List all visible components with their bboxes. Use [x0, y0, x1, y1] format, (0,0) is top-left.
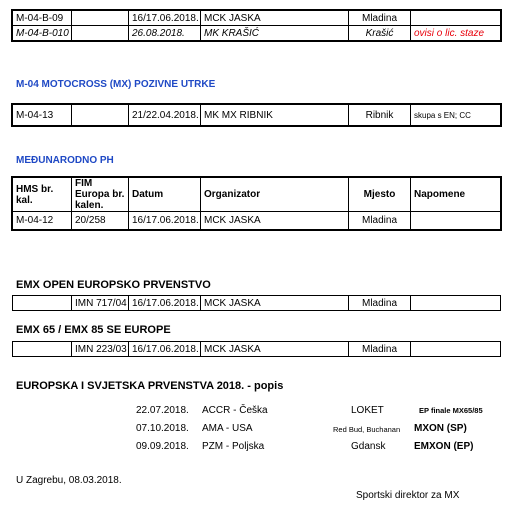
emx-open-table [12, 295, 501, 311]
org-cell: MCK JASKA [201, 296, 349, 311]
note-cell [411, 342, 501, 357]
note-cell: skupa s EN; CC [411, 105, 501, 126]
section-title-emx-open: EMX OPEN EUROPSKO PRVENSTVO [16, 279, 211, 291]
place-cell: Mladina [349, 212, 411, 230]
code-cell: M-04-12 [13, 212, 72, 230]
note-cell: ovisi o lic. staze [411, 26, 501, 41]
city-date: U Zagrebu, 08.03.2018. [16, 475, 122, 486]
header-code: HMS br. kal. [13, 178, 72, 212]
world-item-org: PZM - Poljska [202, 441, 265, 452]
table-row [13, 212, 501, 230]
code-cell: M-04-13 [13, 105, 72, 126]
world-item-event: EP finale MX65/85 [419, 406, 483, 415]
place-cell: Krašić [349, 26, 411, 41]
world-item-org: ACCR - Češka [202, 405, 268, 416]
emx-65-table [12, 341, 501, 357]
world-item-date: 09.09.2018. [136, 441, 189, 452]
note-cell [411, 11, 501, 26]
world-item-place: Gdansk [351, 441, 386, 452]
section-title-world: EUROPSKA I SVJETSKA PRVENSTVA 2018. - popis [16, 380, 284, 392]
table-row [13, 296, 501, 311]
fim-cell: IMN 223/03 [72, 342, 129, 357]
table-header-row [13, 178, 501, 212]
section-title-motocross: M-04 MOTOCROSS (MX) POZIVNE UTRKE [16, 79, 216, 90]
date-cell: 16/17.06.2018. [129, 296, 201, 311]
org-cell: MK MX RIBNIK [201, 105, 349, 126]
section-title-ph: MEĐUNARODNO PH [16, 155, 114, 166]
org-cell: MCK JASKA [201, 212, 349, 230]
table-row [13, 105, 501, 126]
table-row [13, 11, 501, 26]
top-table [12, 10, 501, 41]
signature-label: Sportski direktor za MX [356, 490, 460, 501]
code-cell [13, 342, 72, 357]
date-cell: 16/17.06.2018. [129, 11, 201, 26]
fim-cell [72, 26, 129, 41]
header-place: Mjesto [349, 178, 411, 212]
table-row [13, 26, 501, 41]
world-item-date: 07.10.2018. [136, 423, 189, 434]
code-cell: M-04-B-010 [13, 26, 72, 41]
date-cell: 16/17.06.2018. [129, 212, 201, 230]
fim-cell: IMN 717/04 [72, 296, 129, 311]
code-cell [13, 296, 72, 311]
world-item-event: MXON (SP) [414, 423, 467, 434]
note-cell [411, 212, 501, 230]
org-cell: MCK JASKA [201, 11, 349, 26]
motocross-table [12, 104, 501, 126]
world-item-org: AMA - USA [202, 423, 253, 434]
org-cell: MK KRAŠIĆ [201, 26, 349, 41]
note-cell [411, 296, 501, 311]
place-cell: Mladina [349, 296, 411, 311]
code-cell: M-04-B-09 [13, 11, 72, 26]
world-item-place: Red Bud, Buchanan [333, 425, 401, 434]
place-cell: Mladina [349, 11, 411, 26]
place-cell: Mladina [349, 342, 411, 357]
section-title-emx-65: EMX 65 / EMX 85 SE EUROPE [16, 324, 171, 336]
world-item-date: 22.07.2018. [136, 405, 189, 416]
header-date: Datum [129, 178, 201, 212]
fim-cell: 20/258 [72, 212, 129, 230]
date-cell: 21/22.04.2018. [129, 105, 201, 126]
date-cell: 16/17.06.2018. [129, 342, 201, 357]
world-item-place: LOKET [351, 405, 384, 416]
fim-cell [72, 105, 129, 126]
org-cell: MCK JASKA [201, 342, 349, 357]
place-cell: Ribnik [349, 105, 411, 126]
table-row [13, 342, 501, 357]
world-item-event: EMXON (EP) [414, 441, 474, 452]
date-cell: 26.08.2018. [129, 26, 201, 41]
fim-cell [72, 11, 129, 26]
header-note: Napomene [411, 178, 501, 212]
header-org: Organizator [201, 178, 349, 212]
header-fim: FIM Europa br. kalen. [72, 178, 129, 212]
ph-table [12, 177, 501, 230]
